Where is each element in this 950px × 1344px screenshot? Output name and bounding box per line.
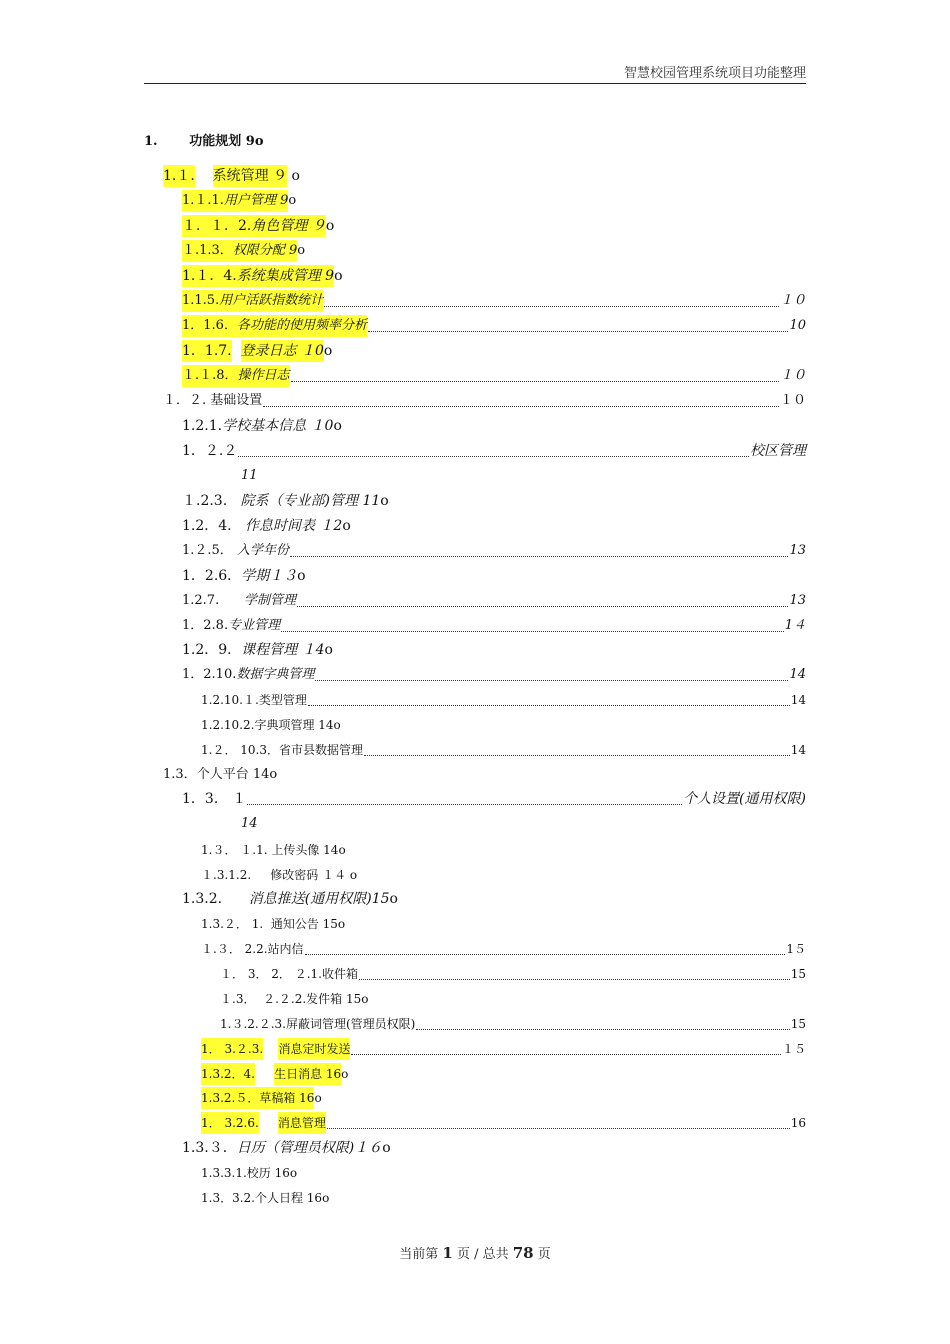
toc-dot-leader: [297, 606, 788, 607]
toc-entry-title: 字典项管理 14: [254, 718, 334, 732]
toc-entry-number: 1.2.10.2.: [201, 718, 255, 732]
toc-entry-paragraph-mark: o: [297, 243, 306, 258]
toc-entry[interactable]: [201, 739, 806, 761]
toc-entry-paragraph-mark: o: [382, 1140, 391, 1156]
toc-entry-paragraph-mark: o: [334, 268, 343, 284]
toc-entry-page-number: 13: [789, 593, 806, 608]
toc-entry[interactable]: [182, 515, 351, 537]
toc-entry-number: 1.: [144, 134, 158, 149]
toc-dot-leader: [416, 1029, 789, 1030]
toc-dot-leader: [368, 331, 788, 332]
toc-entry-paragraph-mark: o: [333, 418, 342, 434]
toc-entry-number: 1.3.2．4.: [201, 1063, 255, 1085]
toc-entry-title: 数据字典管理: [236, 667, 315, 682]
toc-dot-leader: [238, 456, 749, 457]
toc-entry-paragraph-mark: o: [287, 168, 300, 184]
toc-entry[interactable]: [182, 540, 806, 562]
toc-entry-number: 1． 3.２.3.: [201, 1038, 263, 1060]
toc-entry-number: 1.3.２． 1.: [201, 917, 264, 931]
toc-entry-gap: [263, 913, 271, 935]
toc-entry[interactable]: [220, 963, 806, 985]
toc-entry[interactable]: [182, 888, 398, 910]
toc-entry-paragraph-mark: o: [322, 1191, 330, 1205]
toc-entry-title: 个人平台 14: [196, 767, 270, 782]
toc-entry-title: 屏蔽词管理(管理员权限): [285, 1017, 416, 1031]
toc-entry[interactable]: [144, 131, 264, 153]
toc-entry-number: 1．1.6．: [182, 315, 237, 337]
toc-entry[interactable]: [182, 590, 806, 612]
toc-entry[interactable]: [163, 390, 806, 412]
toc-entry[interactable]: [182, 190, 296, 212]
toc-entry-paragraph-mark: o: [325, 218, 335, 234]
toc-entry-page-number: 14: [790, 693, 806, 707]
toc-entry-page-number: １０: [779, 293, 806, 308]
toc-entry-paragraph-mark: o: [342, 518, 351, 534]
toc-entry[interactable]: [182, 565, 306, 587]
toc-entry-title: 类型管理: [258, 693, 307, 707]
toc-entry-paragraph-mark: o: [389, 891, 398, 907]
toc-entry-title: 收件箱: [321, 967, 358, 981]
toc-entry-page-number: 个人设置(通用权限): [683, 791, 806, 807]
toc-entry-page-number: 1４: [784, 618, 806, 633]
toc-wrapped-page-number: 14: [241, 816, 258, 831]
toc-entry[interactable]: [201, 913, 345, 935]
toc-entry[interactable]: [201, 1063, 348, 1085]
page-footer: [0, 1243, 950, 1262]
total-page-count: 78: [512, 1244, 534, 1262]
toc-entry-page-number: 14: [790, 743, 806, 757]
toc-entry-title: 课程管理 １4: [241, 642, 325, 658]
toc-entry-title: 专业管理: [228, 618, 281, 633]
toc-entry-title: 上传头像 14: [271, 843, 339, 857]
toc-entry-page-number: 15: [790, 1017, 806, 1031]
toc-entry-page-number: １０: [779, 393, 806, 408]
toc-dot-leader: [315, 680, 788, 681]
toc-entry-title: 学校基本信息 １0: [222, 418, 334, 434]
toc-entry[interactable]: [201, 864, 357, 886]
toc-entry-gap: [195, 165, 213, 187]
toc-entry[interactable]: [163, 165, 300, 187]
toc-entry-number: 1.３． １.1.: [201, 843, 268, 857]
toc-entry[interactable]: [182, 340, 332, 362]
toc-entry-title: 校历 16: [246, 1166, 290, 1180]
toc-entry-number: 1.3．: [163, 767, 197, 782]
toc-entry-title: 功能规划 9: [189, 134, 255, 149]
toc-entry-page-number: 16: [790, 1116, 806, 1130]
toc-entry[interactable]: [201, 1112, 806, 1134]
toc-entry-gap: [259, 1112, 278, 1134]
toc-entry-title: 学期１３: [241, 568, 298, 584]
toc-entry-number: 1.２． 10.3．: [201, 743, 279, 757]
toc-entry-number: 1． 3.2.6.: [201, 1112, 259, 1134]
toc-entry[interactable]: [201, 1038, 806, 1060]
toc-entry-page-number: 15: [790, 967, 806, 981]
toc-entry-number: 1.１.1.: [182, 190, 224, 212]
toc-entry-title: 消息推送(通用权限)15: [248, 891, 390, 907]
toc-entry-number: 1.１．4.: [182, 265, 237, 287]
toc-entry-title: 角色管理 ９: [251, 215, 325, 237]
toc-dot-leader: [281, 631, 784, 632]
toc-entry-title: 各功能的使用频率分析: [237, 315, 367, 337]
toc-entry-number: 1.2．4.: [182, 518, 232, 534]
toc-entry-number: １.１.8．: [182, 365, 238, 387]
toc-entry-paragraph-mark: o: [338, 843, 346, 857]
toc-entry-paragraph-mark: o: [297, 568, 306, 584]
toc-dot-leader: [351, 1054, 781, 1055]
toc-entry-number: 1.2.10.１.: [201, 693, 259, 707]
toc-dot-leader: [359, 979, 790, 980]
toc-entry-paragraph-mark: o: [333, 718, 341, 732]
toc-entry-title: 消息管理: [278, 1112, 326, 1134]
toc-entry-title: 用户管理 9: [224, 190, 288, 212]
toc-entry[interactable]: [182, 440, 806, 462]
toc-entry-title: 学制管理: [244, 593, 297, 608]
toc-entry[interactable]: [201, 714, 341, 736]
toc-entry[interactable]: [201, 1187, 329, 1209]
current-page-number: 1: [442, 1244, 453, 1262]
toc-entry-title: 通知公告 15: [270, 917, 338, 931]
toc-entry-number: 1.2．9．: [182, 642, 242, 658]
toc-entry-title: 生日消息 16: [274, 1063, 341, 1085]
toc-entry-paragraph-mark: o: [289, 1166, 298, 1180]
toc-entry[interactable]: [220, 988, 369, 1010]
toc-entry[interactable]: [182, 788, 806, 810]
toc-entry[interactable]: [220, 1013, 806, 1035]
toc-entry-title: 基础设置: [210, 393, 263, 408]
toc-dot-leader: [364, 755, 790, 756]
toc-entry-title: 操作日志: [238, 365, 290, 387]
toc-entry-paragraph-mark: o: [380, 493, 389, 509]
toc-entry-gap: [232, 515, 245, 537]
toc-entry[interactable]: [182, 215, 334, 237]
toc-entry-number: 1.3.３．: [182, 1140, 237, 1156]
toc-entry-number: 1.２.5．: [182, 543, 233, 558]
footer-suffix: 页: [537, 1247, 551, 1262]
toc-entry[interactable]: [201, 1087, 322, 1109]
toc-entry[interactable]: [182, 639, 333, 661]
toc-entry[interactable]: [182, 415, 342, 437]
toc-entry-number: １．２.: [163, 393, 207, 408]
toc-entry[interactable]: [182, 1137, 391, 1159]
toc-entry-gap: [219, 590, 244, 612]
toc-entry-number: 1.3.2.: [182, 891, 223, 907]
toc-entry-number: １.3． ２.２.2.: [220, 992, 307, 1006]
toc-entry-number: 1．3． １: [182, 791, 247, 807]
toc-entry[interactable]: [182, 315, 806, 337]
toc-entry[interactable]: [182, 290, 806, 312]
toc-entry-number: １.3.1.2.: [201, 868, 252, 882]
toc-entry-number: 1.2.7.: [182, 593, 220, 608]
toc-entry-number: 1.１.: [163, 165, 195, 187]
toc-entry-number: 1．２.２: [182, 443, 238, 459]
toc-entry-page-number: 10: [789, 318, 806, 333]
toc-entry-number: 1.3.2.５．: [201, 1087, 259, 1109]
toc-entry[interactable]: [182, 365, 806, 387]
toc-entry-paragraph-mark: o: [346, 868, 358, 882]
toc-entry-title: 作息时间表 １2: [244, 518, 343, 534]
toc-entry-gap: [251, 864, 270, 886]
toc-entry-title: 登录日志 １0: [241, 340, 324, 362]
toc-entry-title: 入学年份: [236, 543, 289, 558]
toc-entry-title: 系统管理 ９: [213, 165, 287, 187]
toc-dot-leader: [247, 804, 682, 805]
toc-entry-paragraph-mark: o: [288, 193, 297, 208]
footer-prefix: 当前第: [399, 1247, 439, 1262]
toc-entry-paragraph-mark: o: [269, 767, 278, 782]
toc-dot-leader: [308, 705, 790, 706]
toc-entry-number: 1.3．3.2.: [201, 1191, 255, 1205]
toc-entry-title: 发件箱 15: [306, 992, 362, 1006]
toc-entry-paragraph-mark: o: [314, 1091, 322, 1105]
toc-entry[interactable]: [201, 689, 806, 711]
toc-entry-paragraph-mark: o: [254, 134, 264, 149]
toc-entry-page-number: 13: [789, 543, 806, 558]
toc-entry[interactable]: [182, 265, 343, 287]
toc-dot-leader: [291, 381, 779, 382]
toc-entry-paragraph-mark: o: [341, 1067, 349, 1081]
toc-entry[interactable]: [182, 490, 389, 512]
toc-entry-title: 修改密码 １４: [270, 868, 347, 882]
toc-dot-leader: [263, 406, 779, 407]
toc-entry-gap: [263, 1038, 278, 1060]
toc-entry-number: 1．2.10.: [182, 667, 237, 682]
toc-entry-gap: [222, 888, 249, 910]
toc-entry-number: 1.1.5.: [182, 290, 219, 312]
toc-entry-number: １． 3． 2． ２.1.: [220, 967, 322, 981]
toc-entry-page-number: １０: [779, 368, 806, 383]
toc-entry-title: 省市县数据管理: [278, 743, 363, 757]
toc-entry-number: 1.3.3.1.: [201, 1166, 247, 1180]
toc-entry-number: 1.2.1.: [182, 418, 223, 434]
toc-entry-title: 草稿箱 16: [259, 1087, 314, 1109]
toc-dot-leader: [327, 1128, 790, 1129]
toc-dot-leader: [305, 954, 786, 955]
toc-entry-number: １．１．2.: [182, 215, 251, 237]
toc-entry[interactable]: [163, 764, 277, 786]
toc-entry-title: 用户活跃指数统计: [219, 290, 323, 312]
toc-entry-gap: [232, 340, 241, 362]
toc-entry-title: 日历（管理员权限)１６: [236, 1140, 383, 1156]
toc-entry-title: 站内信: [267, 942, 304, 956]
toc-entry-page-number: 14: [789, 667, 806, 682]
toc-entry-gap: [158, 131, 190, 153]
toc-entry-title: 权限分配 9: [233, 240, 297, 262]
toc-dot-leader: [290, 556, 788, 557]
toc-wrapped-page-number: 11: [241, 468, 258, 483]
toc-entry-number: 1.３.2.２.3.: [220, 1017, 286, 1031]
footer-middle: 页 / 总共: [456, 1247, 509, 1262]
toc-entry-number: １.３． 2.2.: [201, 942, 268, 956]
toc-entry-page-number: 校区管理: [750, 443, 806, 459]
toc-entry-number: 1．2.8.: [182, 618, 229, 633]
toc-entry-title: 系统集成管理 9: [237, 265, 334, 287]
toc-dot-leader: [324, 306, 779, 307]
toc-entry-paragraph-mark: o: [323, 343, 333, 359]
toc-entry-paragraph-mark: o: [361, 992, 369, 1006]
toc-entry-paragraph-mark: o: [324, 642, 333, 658]
toc-entry-title: 消息定时发送: [278, 1038, 350, 1060]
toc-entry-gap: [227, 490, 240, 512]
toc-entry-paragraph-mark: o: [337, 917, 346, 931]
toc-entry[interactable]: [182, 615, 806, 637]
toc-entry-page-number: １５: [781, 1042, 806, 1056]
toc-entry[interactable]: [182, 240, 305, 262]
toc-entry-gap: [255, 1063, 274, 1085]
toc-entry-page-number: 1５: [786, 942, 806, 956]
toc-entry-number: 1．1.7.: [182, 340, 232, 362]
toc-entry-title: 个人日程 16: [254, 1191, 323, 1205]
toc-entry[interactable]: [201, 938, 806, 960]
toc-entry[interactable]: [201, 1162, 297, 1184]
toc-entry-number: １.1.3．: [182, 240, 233, 262]
toc-entry[interactable]: [182, 664, 806, 686]
toc-entry-number: 1．2.6．: [182, 568, 242, 584]
toc-entry-number: １.2.3.: [182, 493, 228, 509]
toc-entry[interactable]: [201, 839, 346, 861]
toc-entry-title: 院系（专业部)管理 11: [240, 493, 381, 509]
document-title: 智慧校园管理系统项目功能整理: [623, 66, 806, 81]
